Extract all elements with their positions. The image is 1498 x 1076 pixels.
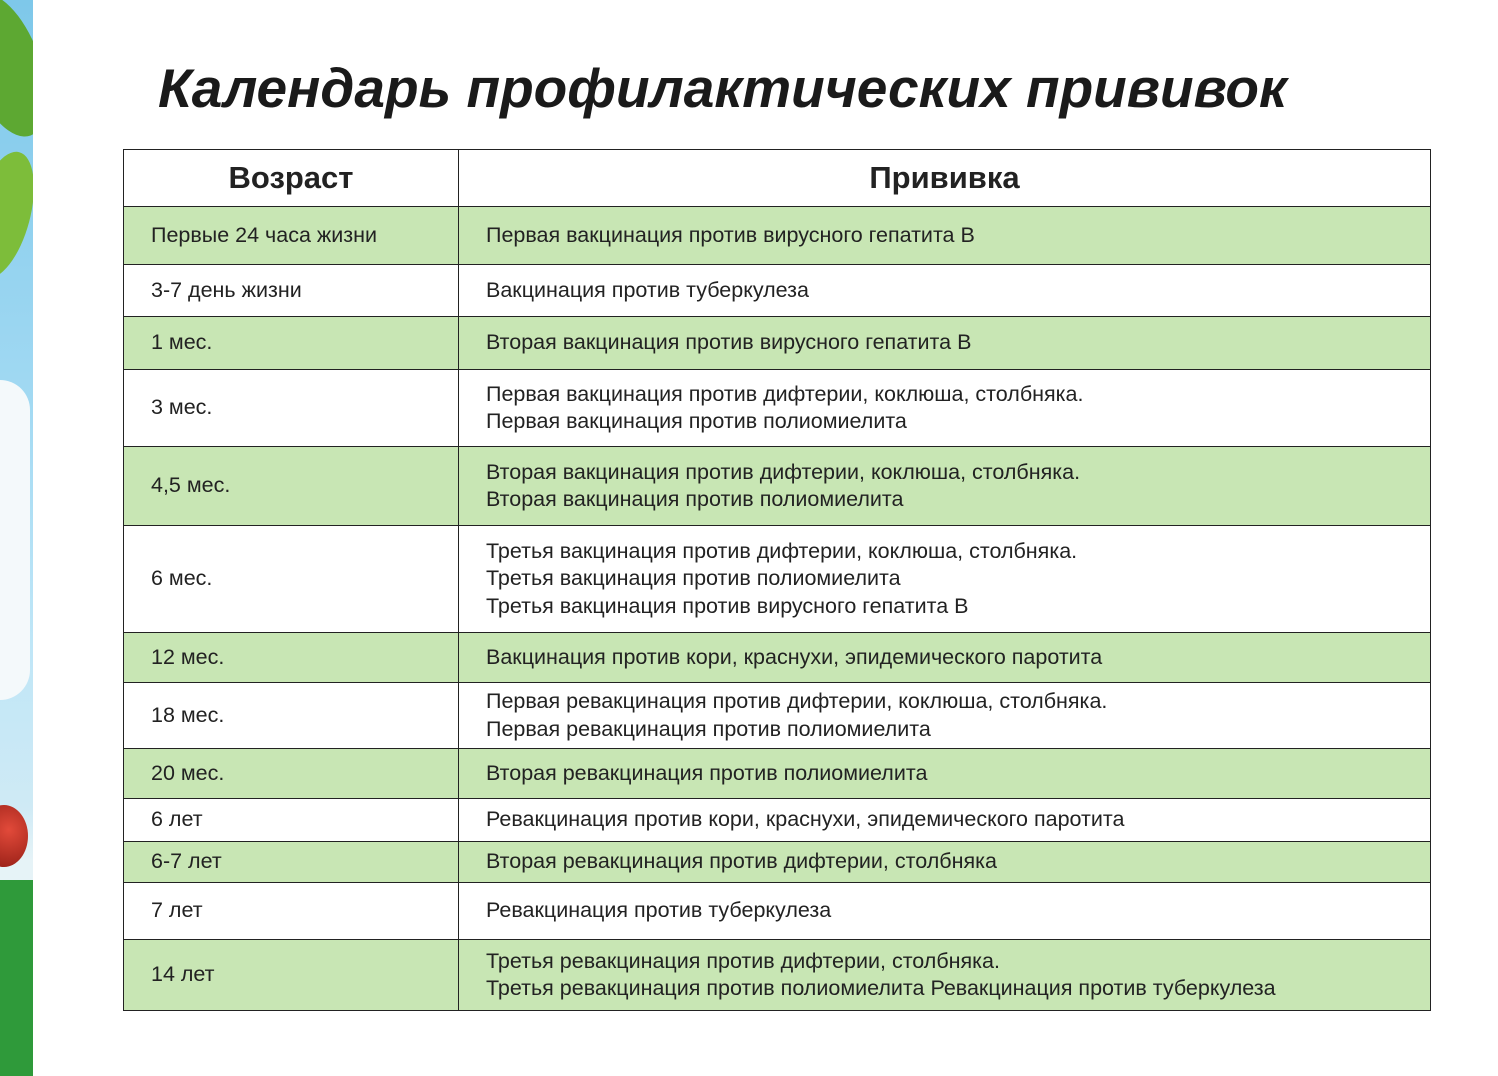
table-row bbox=[124, 633, 1431, 683]
vaccine-cell: Вторая вакцинация против вирусного гепатита В bbox=[459, 317, 1431, 370]
table-row bbox=[124, 207, 1431, 265]
table-row bbox=[124, 317, 1431, 370]
table-row bbox=[124, 799, 1431, 842]
page-title: Календарь профилактических прививок bbox=[158, 57, 1287, 119]
age-cell: 14 лет bbox=[124, 940, 459, 1011]
age-cell: 1 мес. bbox=[124, 317, 459, 370]
table-row bbox=[124, 447, 1431, 526]
age-cell: 12 мес. bbox=[124, 633, 459, 683]
leaf-decoration bbox=[0, 0, 36, 147]
age-cell: Первые 24 часа жизни bbox=[124, 207, 459, 265]
grass-decoration bbox=[0, 880, 36, 1076]
table-row bbox=[124, 842, 1431, 883]
vaccine-column-header: Прививка bbox=[459, 150, 1431, 207]
table-row bbox=[124, 683, 1431, 749]
table-row bbox=[124, 940, 1431, 1011]
berry-decoration bbox=[0, 805, 28, 867]
vaccine-cell: Первая вакцинация против вирусного гепатита В bbox=[459, 207, 1431, 265]
age-cell: 3-7 день жизни bbox=[124, 265, 459, 317]
age-cell: 7 лет bbox=[124, 883, 459, 940]
leaf-decoration bbox=[0, 145, 36, 285]
table-row bbox=[124, 370, 1431, 447]
vaccine-cell: Вакцинация против туберкулеза bbox=[459, 265, 1431, 317]
table-row bbox=[124, 883, 1431, 940]
table-row bbox=[124, 265, 1431, 317]
table-header-row bbox=[124, 150, 1431, 207]
table-row bbox=[124, 749, 1431, 799]
age-cell: 3 мес. bbox=[124, 370, 459, 447]
table-row bbox=[124, 526, 1431, 633]
age-cell: 18 мес. bbox=[124, 683, 459, 749]
vaccine-cell: Третья ревакцинация против дифтерии, столбняка. Третья ревакцинация против полиомиелита Ревакцинация против туберкулеза bbox=[459, 940, 1431, 1011]
vaccine-cell: Ревакцинация против кори, краснухи, эпидемического паротита bbox=[459, 799, 1431, 842]
strip-edge bbox=[33, 0, 36, 1076]
vaccine-cell: Вторая ревакцинация против полиомиелита bbox=[459, 749, 1431, 799]
vaccine-cell: Первая ревакцинация против дифтерии, коклюша, столбняка. Первая ревакцинация против полиомиелита bbox=[459, 683, 1431, 749]
decorative-side-illustration bbox=[0, 0, 36, 1076]
age-column-header: Возраст bbox=[124, 150, 459, 207]
vaccine-cell: Третья вакцинация против дифтерии, коклюша, столбняка. Третья вакцинация против полиомиелита Третья вакцинация против вирусного гепатита В bbox=[459, 526, 1431, 633]
age-cell: 6-7 лет bbox=[124, 842, 459, 883]
age-cell: 6 лет bbox=[124, 799, 459, 842]
vaccine-cell: Ревакцинация против туберкулеза bbox=[459, 883, 1431, 940]
vaccination-table bbox=[123, 149, 1431, 1011]
cloud-decoration bbox=[0, 380, 30, 700]
vaccine-cell: Первая вакцинация против дифтерии, коклюша, столбняка. Первая вакцинация против полиомиелита bbox=[459, 370, 1431, 447]
vaccine-cell: Вторая ревакцинация против дифтерии, столбняка bbox=[459, 842, 1431, 883]
age-cell: 6 мес. bbox=[124, 526, 459, 633]
vaccine-cell: Вторая вакцинация против дифтерии, коклюша, столбняка. Вторая вакцинация против полиомиелита bbox=[459, 447, 1431, 526]
vaccine-cell: Вакцинация против кори, краснухи, эпидемического паротита bbox=[459, 633, 1431, 683]
age-cell: 4,5 мес. bbox=[124, 447, 459, 526]
age-cell: 20 мес. bbox=[124, 749, 459, 799]
